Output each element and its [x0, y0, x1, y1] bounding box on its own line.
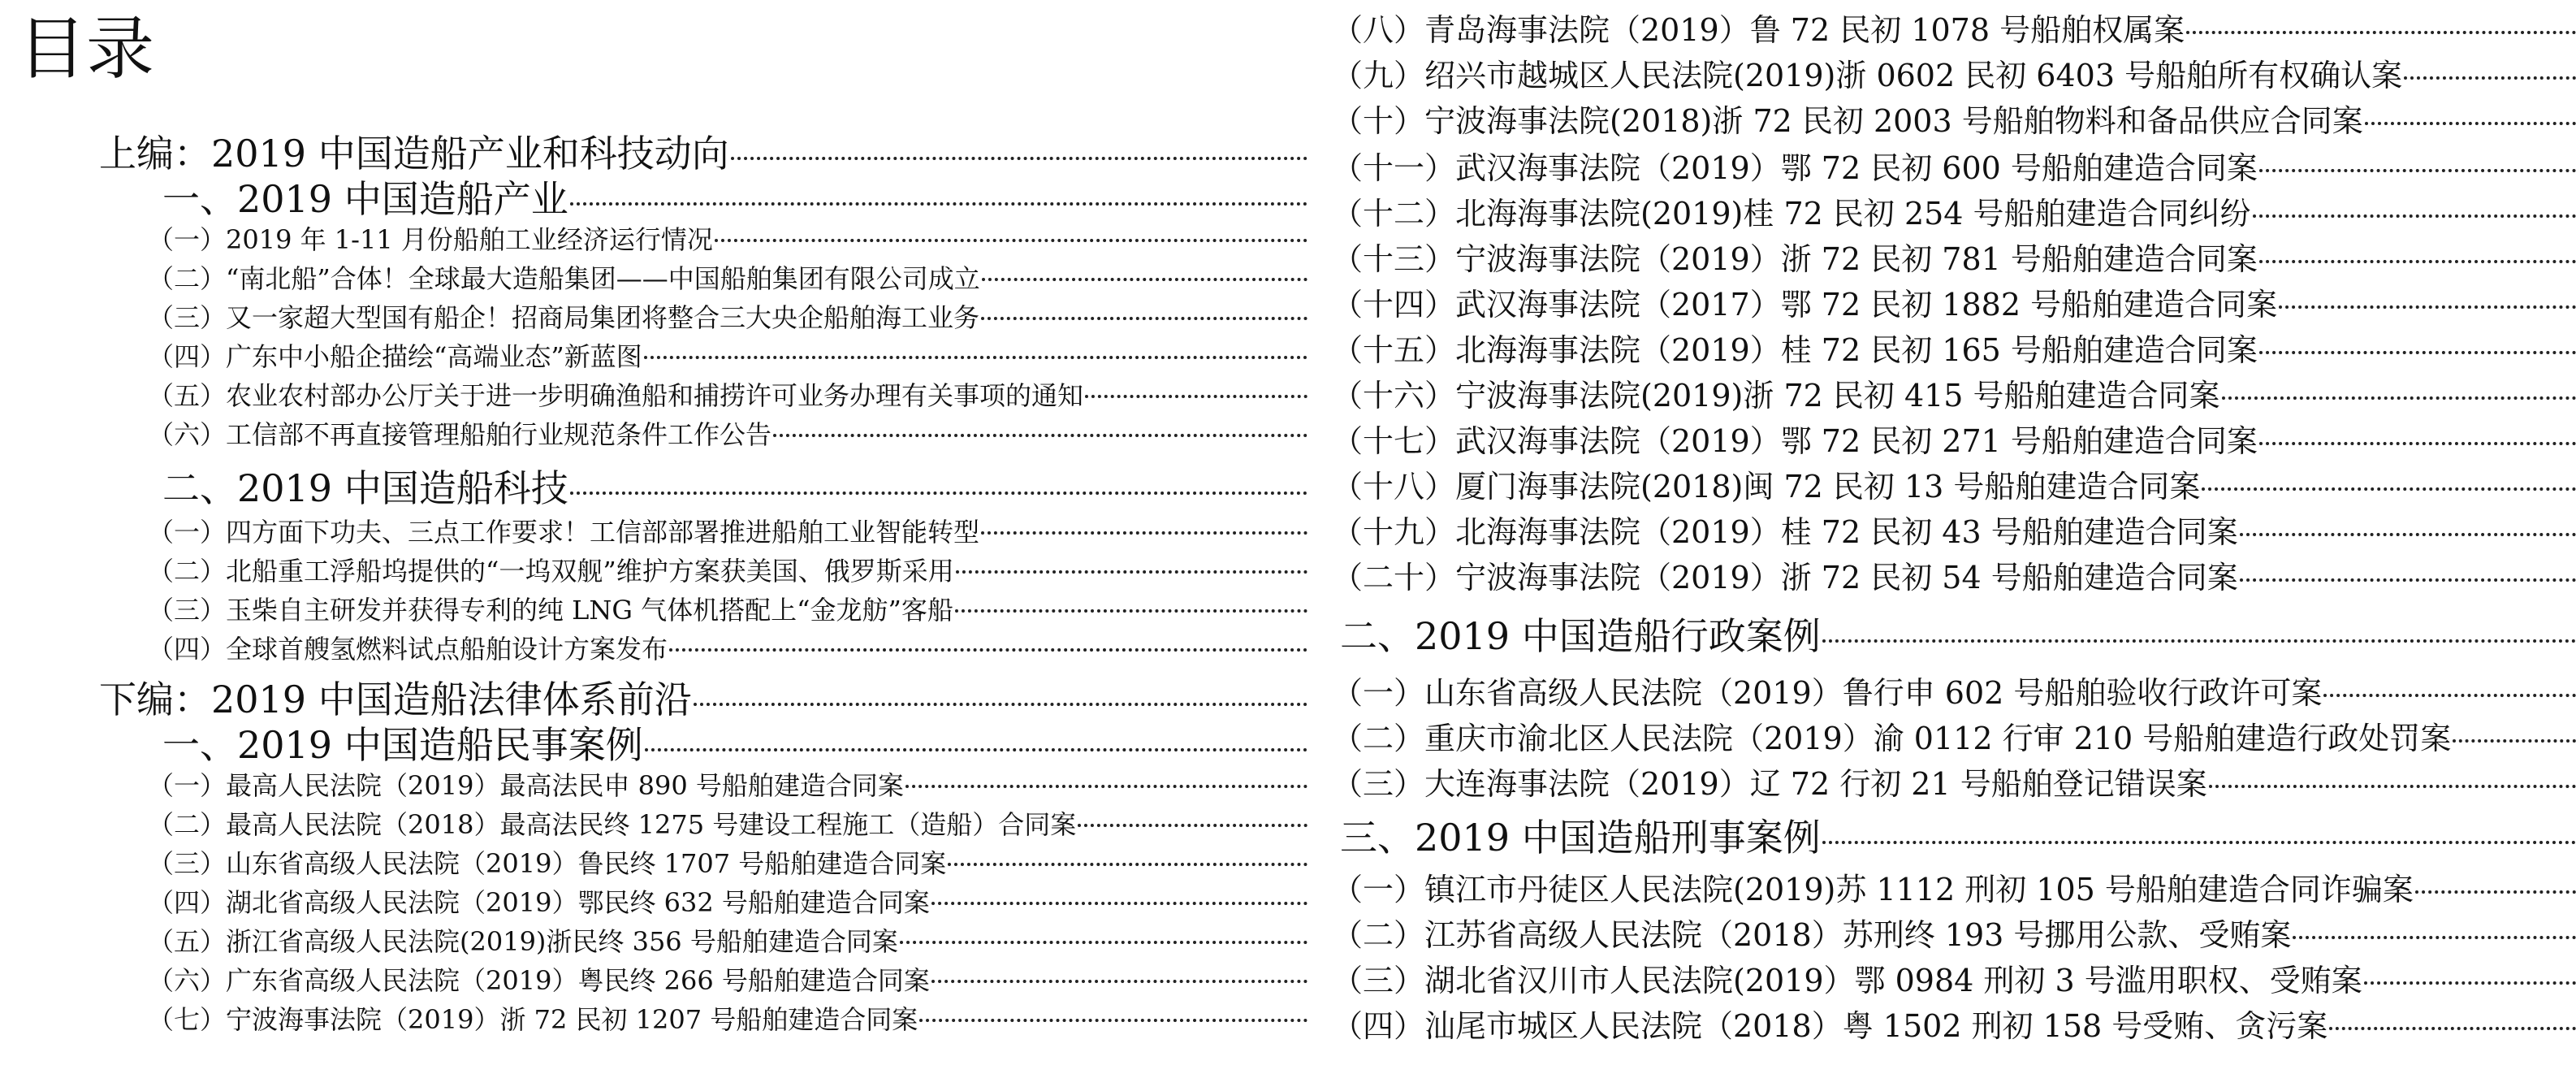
toc-entry[interactable]	[0, 845, 1307, 882]
toc-entry-text: （六）工信部不再直接管理船舶行业规范条件工作公告	[148, 419, 772, 450]
toc-entry[interactable]	[0, 338, 1307, 375]
toc-entry-text: （五）浙江省高级人民法院(2019)浙民终 356 号船舶建造合同案	[148, 926, 898, 957]
dot-leader	[2293, 936, 2576, 939]
dot-leader	[1822, 841, 2576, 844]
toc-entry[interactable]	[1332, 283, 2576, 327]
toc-entry-text: 三、2019 中国造船刑事案例	[1340, 816, 1821, 860]
toc-entry-text: （十）宁波海事法院(2018)浙 72 民初 2003 号船舶物料和备品供应合同案	[1332, 103, 2363, 139]
toc-entry-text: （十五）北海海事法院（2019）桂 72 民初 165 号船舶建造合同案	[1332, 332, 2258, 368]
dot-leader	[981, 317, 1307, 320]
toc-entry[interactable]	[1332, 613, 2576, 660]
dot-leader	[644, 356, 1307, 359]
dot-leader	[715, 239, 1307, 242]
toc-entry-text: 一、2019 中国造船产业	[162, 177, 568, 221]
toc-entry-text: （二）北船重工浮船坞提供的“一坞双舰”维护方案获美国、俄罗斯采用	[148, 556, 954, 587]
toc-entry-text: （三）湖北省汉川市人民法院(2019）鄂 0984 刑初 3 号滥用职权、受贿案	[1332, 963, 2362, 998]
dot-leader	[2186, 31, 2576, 34]
toc-entry-text: （十一）武汉海事法院（2019）鄂 72 民初 600 号船舶建造合同案	[1332, 150, 2258, 186]
dot-leader	[981, 531, 1307, 535]
toc-entry[interactable]	[0, 962, 1307, 999]
toc-entry[interactable]	[1332, 913, 2576, 957]
toc-entry[interactable]	[0, 377, 1307, 414]
toc-entry-text: （十二）北海海事法院(2019)桂 72 民初 254 号船舶建造合同纠纷	[1332, 196, 2251, 232]
toc-entry[interactable]	[0, 130, 1307, 177]
toc-entry-text: （二）重庆市渝北区人民法院（2019）渝 0112 行审 210 号船舶建造行政处罚案	[1332, 721, 2452, 756]
toc-entry-text: （三）大连海事法院（2019）辽 72 行初 21 号船舶登记错误案	[1332, 766, 2207, 802]
toc-entry[interactable]	[1332, 510, 2576, 554]
dot-leader	[1078, 824, 1307, 827]
dot-leader	[2404, 76, 2576, 80]
dot-leader	[2253, 214, 2576, 218]
dot-leader	[900, 941, 1307, 944]
dot-leader	[2222, 396, 2576, 400]
toc-entry[interactable]	[0, 767, 1307, 804]
toc-entry-text: （十六）宁波海事法院(2019)浙 72 民初 415 号船舶建造合同案	[1332, 378, 2220, 414]
toc-entry[interactable]	[1332, 868, 2576, 912]
toc-entry-text: （一）2019 年 1-11 月份船舶工业经济运行情况	[148, 224, 713, 255]
toc-entry[interactable]	[1332, 959, 2576, 1003]
toc-entry[interactable]	[1332, 374, 2576, 418]
toc-entry-text: （七）宁波海事法院（2019）浙 72 民初 1207 号船舶建造合同案	[148, 1004, 918, 1035]
toc-entry-text: （二）江苏省高级人民法院（2018）苏刑终 193 号挪用公款、受贿案	[1332, 917, 2292, 953]
toc-entry-text: （二）最高人民法院（2018）最高法民终 1275 号建设工程施工（造船）合同案	[148, 809, 1077, 840]
dot-leader	[2202, 487, 2576, 491]
dot-leader	[731, 157, 1307, 160]
dot-leader	[931, 980, 1307, 983]
toc-entry[interactable]	[0, 721, 1307, 769]
toc-entry[interactable]	[0, 175, 1307, 223]
dot-leader	[2259, 351, 2576, 354]
dot-leader	[669, 648, 1307, 652]
dot-leader	[1822, 639, 2576, 643]
toc-entry-text: （六）广东省高级人民法院（2019）粤民终 266 号船舶建造合同案	[148, 965, 930, 996]
toc-entry[interactable]	[1332, 419, 2576, 463]
toc-entry-text: （十三）宁波海事法院（2019）浙 72 民初 781 号船舶建造合同案	[1332, 241, 2258, 277]
toc-entry[interactable]	[0, 676, 1307, 723]
toc-entry-text: （三）玉柴自主研发并获得专利的纯 LNG 气体机搭配上“金龙舫”客船	[148, 595, 953, 626]
toc-entry[interactable]	[1332, 8, 2576, 52]
toc-entry[interactable]	[1332, 54, 2576, 97]
dot-leader	[2453, 739, 2576, 743]
dot-leader	[2240, 578, 2576, 582]
dot-leader	[645, 748, 1307, 751]
toc-entry[interactable]	[1332, 146, 2576, 190]
toc-entry-text: （一）山东省高级人民法院（2019）鲁行申 602 号船舶验收行政许可案	[1332, 675, 2323, 711]
toc-entry-text: （二）“南北船”合体！全球最大造船集团——中国船舶集团有限公司成立	[148, 263, 980, 294]
toc-entry-text: （二十）宁波海事法院（2019）浙 72 民初 54 号船舶建造合同案	[1332, 560, 2238, 595]
dot-leader	[2279, 305, 2576, 309]
dot-leader	[1085, 395, 1307, 398]
dot-leader	[2259, 442, 2576, 445]
dot-leader	[919, 1019, 1307, 1022]
dot-leader	[2365, 122, 2576, 125]
dot-leader	[570, 492, 1307, 495]
toc-entry-text: 二、2019 中国造船行政案例	[1340, 614, 1821, 658]
toc-entry-text: （五）农业农村部办公厅关于进一步明确渔船和捕捞许可业务办理有关事项的通知	[148, 380, 1084, 411]
toc-entry-text: （一）四方面下功夫、三点工作要求！工信部部署推进船舶工业智能转型	[148, 517, 980, 548]
toc-entry-text: （十八）厦门海事法院(2018)闽 72 民初 13 号船舶建造合同案	[1332, 469, 2201, 505]
toc-entry[interactable]	[1332, 671, 2576, 715]
dot-leader	[2415, 890, 2576, 894]
page-title: 目录	[18, 9, 155, 89]
toc-entry-text: （八）青岛海事法院（2019）鲁 72 民初 1078 号船舶权属案	[1332, 12, 2185, 48]
dot-leader	[2329, 1027, 2576, 1030]
toc-entry-text: （十四）武汉海事法院（2017）鄂 72 民初 1882 号船舶建造合同案	[1332, 287, 2278, 323]
dot-leader	[570, 202, 1307, 206]
toc-entry[interactable]	[1332, 237, 2576, 281]
toc-entry-text: （十七）武汉海事法院（2019）鄂 72 民初 271 号船舶建造合同案	[1332, 423, 2258, 459]
toc-entry[interactable]	[0, 299, 1307, 336]
toc-entry[interactable]	[0, 552, 1307, 590]
toc-entry[interactable]	[1332, 814, 2576, 861]
toc-entry[interactable]	[0, 260, 1307, 297]
toc-entry[interactable]	[0, 513, 1307, 551]
dot-leader	[955, 609, 1307, 613]
toc-entry[interactable]	[0, 630, 1307, 668]
toc-entry-text: （四）湖北省高级人民法院（2019）鄂民终 632 号船舶建造合同案	[148, 887, 930, 918]
toc-entry-text: 上编：2019 中国造船产业和科技动向	[99, 132, 729, 175]
dot-leader	[2259, 260, 2576, 263]
dot-leader	[956, 570, 1307, 574]
toc-entry-text: 二、2019 中国造船科技	[162, 466, 568, 510]
toc-entry-text: （一）最高人民法院（2019）最高法民申 890 号船舶建造合同案	[148, 770, 904, 801]
toc-entry-text: 下编：2019 中国造船法律体系前沿	[99, 678, 692, 721]
toc-entry-text: （十九）北海海事法院（2019）桂 72 民初 43 号船舶建造合同案	[1332, 514, 2238, 550]
toc-entry-text: （一）镇江市丹徒区人民法院(2019)苏 1112 刑初 105 号船舶建造合同诈骗案	[1332, 872, 2414, 907]
dot-leader	[905, 785, 1307, 788]
toc-entry-text: （四）广东中小船企描绘“高端业态”新蓝图	[148, 341, 642, 372]
toc-entry[interactable]	[1332, 328, 2576, 372]
dot-leader	[694, 703, 1307, 706]
toc-entry[interactable]	[0, 923, 1307, 960]
toc-entry-text: （四）全球首艘氢燃料试点船舶设计方案发布	[148, 634, 668, 665]
dot-leader	[931, 902, 1307, 905]
toc-entry[interactable]	[0, 806, 1307, 843]
toc-entry[interactable]	[1332, 762, 2576, 806]
toc-entry[interactable]	[0, 465, 1307, 512]
toc-entry[interactable]	[0, 1001, 1307, 1038]
toc-entry[interactable]	[1332, 1004, 2576, 1048]
dot-leader	[2364, 981, 2576, 985]
toc-entry[interactable]	[1332, 192, 2576, 236]
toc-entry[interactable]	[0, 221, 1307, 258]
toc-entry[interactable]	[0, 884, 1307, 921]
toc-entry[interactable]	[0, 591, 1307, 629]
toc-entry[interactable]	[1332, 556, 2576, 600]
toc-entry-text: 一、2019 中国造船民事案例	[162, 723, 643, 767]
toc-entry-text: （四）汕尾市城区人民法院（2018）粤 1502 刑初 158 号受贿、贪污案	[1332, 1008, 2328, 1044]
toc-entry-text: （三）又一家超大型国有船企！招商局集团将整合三大央企船舶海工业务	[148, 302, 980, 333]
toc-entry[interactable]	[1332, 99, 2576, 143]
toc-entry[interactable]	[1332, 717, 2576, 760]
toc-entry[interactable]	[1332, 465, 2576, 509]
dot-leader	[2209, 785, 2576, 788]
dot-leader	[948, 863, 1307, 866]
dot-leader	[2323, 694, 2576, 697]
toc-entry-text: （三）山东省高级人民法院（2019）鲁民终 1707 号船舶建造合同案	[148, 848, 947, 879]
dot-leader	[2259, 169, 2576, 172]
dot-leader	[982, 278, 1307, 281]
toc-entry-text: （九）绍兴市越城区人民法院(2019)浙 0602 民初 6403 号船舶所有权确认案	[1332, 58, 2403, 93]
dot-leader	[773, 434, 1307, 437]
dot-leader	[2240, 533, 2576, 536]
toc-entry[interactable]	[0, 416, 1307, 453]
